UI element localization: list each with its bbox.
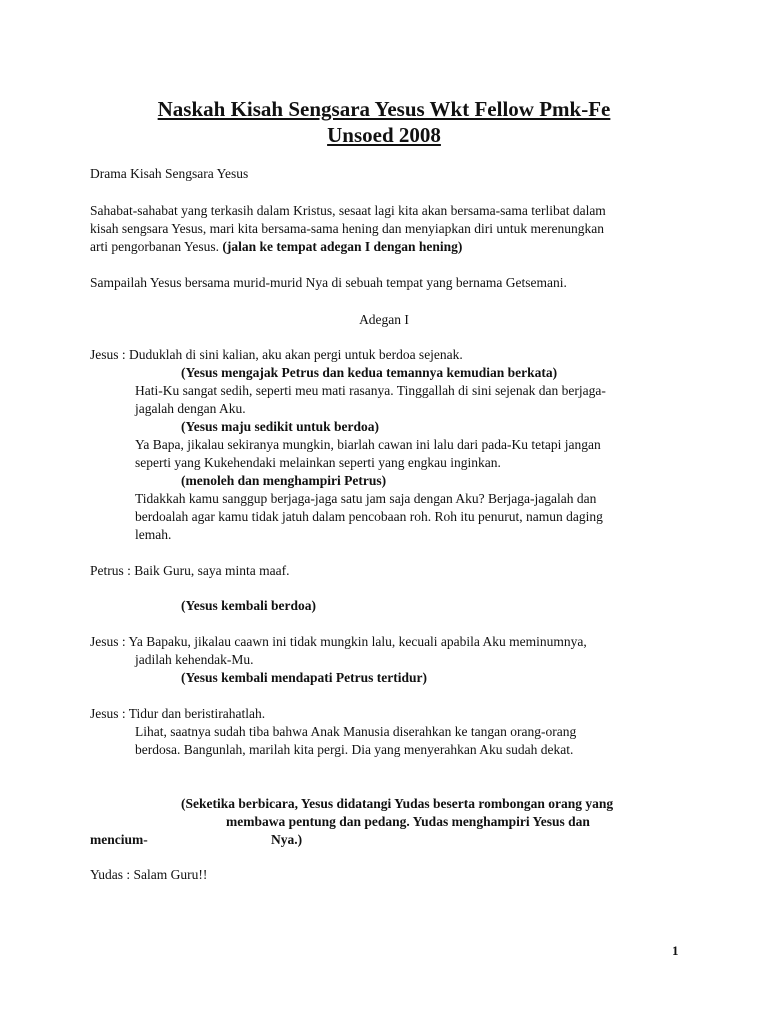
jesus-line-3: jagalah dengan Aku. [135,401,246,416]
document-title-line2: Unsoed 2008 [327,123,441,147]
jesus-line-4: Ya Bapa, jikalau sekiranya mungkin, biarlah cawan ini lalu dari pada-Ku tetapi jangan [135,437,601,452]
jesus2-line-2: jadilah kehendak-Mu. [135,652,254,667]
jesus-line-8: lemah. [135,527,172,542]
stage-direction-5: (Yesus kembali mendapati Petrus tertidur) [181,670,427,685]
stage-direction-6-line-3a: mencium- [90,832,148,847]
page-number: 1 [672,943,679,958]
intro-line-1: Sahabat-sahabat yang terkasih dalam Kristus, sesaat lagi kita akan bersama-sama terlibat dalam [90,203,606,218]
jesus-line-1: Jesus : Duduklah di sini kalian, aku akan pergi untuk berdoa sejenak. [90,347,463,362]
intro-line-2: kisah sengsara Yesus, mari kita bersama-sama hening dan menyiapkan diri untuk merenungkan [90,221,604,236]
yudas-line-1: Yudas : Salam Guru!! [90,867,208,882]
jesus3-line-1: Jesus : Tidur dan beristirahatlah. [90,706,266,721]
jesus-line-6: Tidakkah kamu sanggup berjaga-jaga satu jam saja dengan Aku? Berjaga-jagalah dan [135,491,597,506]
jesus-line-2: Hati-Ku sangat sedih, seperti meu mati rasanya. Tinggallah di sini sejenak dan berjaga- [135,383,606,398]
jesus3-line-2: Lihat, saatnya sudah tiba bahwa Anak Manusia diserahkan ke tangan orang-orang [135,724,577,739]
intro-line-3-text: arti pengorbanan Yesus. [90,239,219,254]
jesus3-line-3: berdosa. Bangunlah, marilah kita pergi. Dia yang menyerahkan Aku sudah dekat. [135,742,574,757]
stage-direction-6-line-3b: Nya.) [271,832,303,847]
jesus-line-7: berdoalah agar kamu tidak jatuh dalam pencobaan roh. Roh itu penurut, namun daging [135,509,603,524]
stage-direction-4: (Yesus kembali berdoa) [181,598,317,613]
petrus-line-1: Petrus : Baik Guru, saya minta maaf. [90,563,290,578]
jesus-line-5: seperti yang Kukehendaki melainkan seperti yang engkau inginkan. [135,455,501,470]
stage-direction-1: (Yesus mengajak Petrus dan kedua temannya kemudian berkata) [181,365,558,380]
stage-direction-6-line-2: membawa pentung dan pedang. Yudas menghampiri Yesus dan [226,814,590,829]
stage-direction-3: (menoleh dan menghampiri Petrus) [181,473,387,488]
intro-line-3 [90,238,462,256]
stage-direction-2: (Yesus maju sedikit untuk berdoa) [181,419,380,434]
intro-stage-direction: (jalan ke tempat adegan I dengan hening) [222,239,463,254]
scene-heading: Adegan I [359,312,409,327]
narration-1: Sampailah Yesus bersama murid-murid Nya di sebuah tempat yang bernama Getsemani. [90,275,567,290]
jesus2-line-1: Jesus : Ya Bapaku, jikalau caawn ini tidak mungkin lalu, kecuali apabila Aku meminumnya, [90,634,587,649]
document-title-line1: Naskah Kisah Sengsara Yesus Wkt Fellow Pmk-Fe [157,97,611,121]
stage-direction-6-line-1: (Seketika berbicara, Yesus didatangi Yudas beserta rombongan orang yang [181,796,614,811]
subtitle: Drama Kisah Sengsara Yesus [90,166,249,181]
